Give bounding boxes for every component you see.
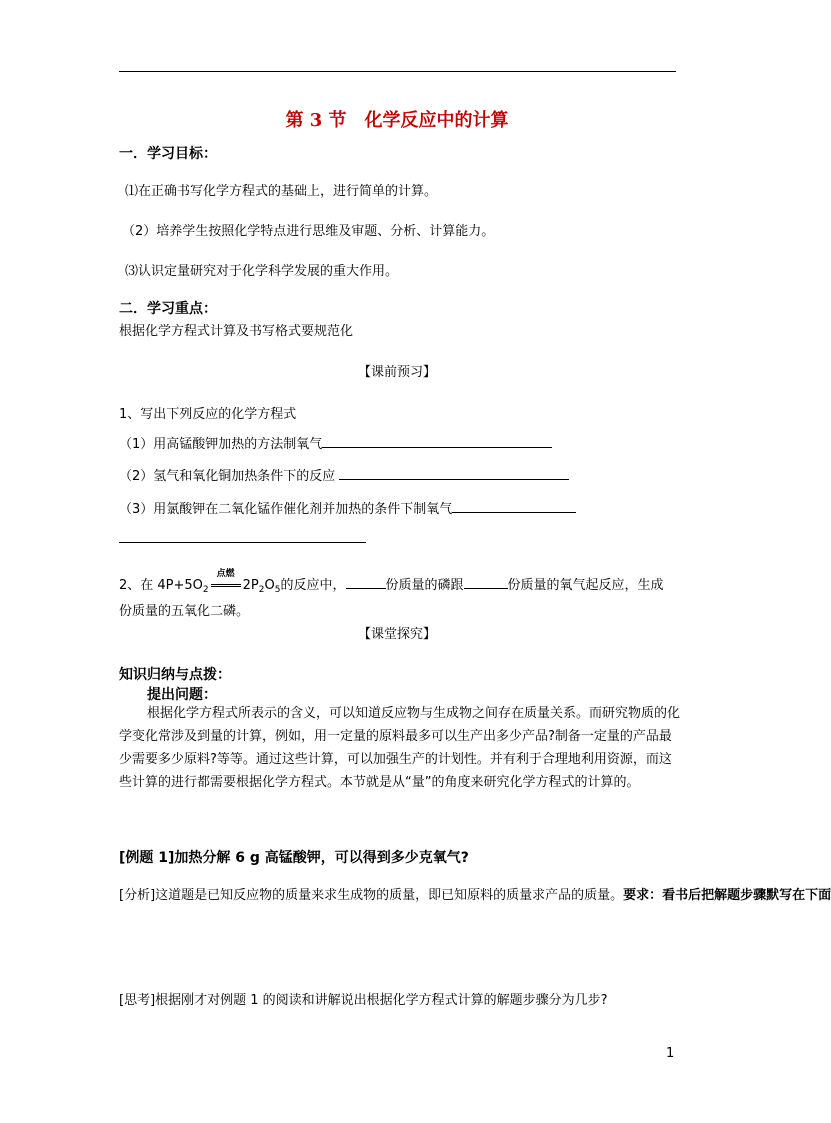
q2-product: 2P — [242, 578, 259, 593]
explore-label: 【课堂探究】 — [357, 627, 436, 642]
preview-q1-item-3 — [119, 498, 576, 517]
q2-prefix: 2、在 4P+5O — [119, 578, 203, 593]
question-heading: 提出问题： — [147, 687, 217, 703]
analysis-text: [分析]这道题是已知反应物的质量来求生成物的质量，即已知原料的质量求产品的质量。 — [119, 888, 624, 903]
preview-q1: 1、写出下列反应的化学方程式 — [119, 407, 297, 422]
o2-subscript: 2 — [202, 585, 209, 595]
q2-text3: 份质量的氧气起反应，生成 — [507, 578, 664, 593]
page-title: 第 3 节 化学反应中的计算 — [285, 110, 509, 131]
intro-paragraph: 根据化学方程式所表示的含义，可以知道反应物与生成物之间存在质量关系。而研究物质的化学变化常涉及到量的计算，例如，用一定量的原料最多可以生产出多少产品?制备一定量的产品最少需要多少原料?等等。通过这些计算，可以加强生产的计划性。并有利于合理地利用资源，而这些计算的进行都需要根据化学方程式。本节就是从“量”的角度来研究化学方程式的计算的。 — [119, 706, 681, 790]
example1-title: [例题 1]加热分解 6 g 高锰酸钾，可以得到多少克氧气? — [119, 850, 469, 866]
answer-blank[interactable] — [452, 499, 576, 513]
think-question: [思考]根据刚才对例题 1 的阅读和讲解说出根据化学方程式计算的解题步骤分为几步? — [119, 993, 608, 1008]
answer-blank[interactable] — [339, 466, 569, 480]
oxygen-mass-blank[interactable] — [464, 575, 508, 589]
knowledge-heading: 知识归纳与点拨： — [119, 667, 231, 683]
section1-heading: 一．学习目标： — [119, 146, 217, 162]
objective-1: ⑴在正确书写化学方程式的基础上，进行简单的计算。 — [125, 184, 438, 199]
section2-heading: 二．学习重点： — [119, 301, 217, 317]
equals-line — [211, 584, 241, 587]
p-subscript: 2 — [258, 585, 265, 595]
preview-q2-line1 — [119, 569, 664, 595]
reaction-condition: 点燃 — [216, 569, 235, 579]
preview-q1-item-2 — [119, 465, 569, 484]
preview-q1-item-1 — [119, 433, 552, 452]
q2-text2: 份质量的磷跟 — [385, 578, 464, 593]
preview-label: 【课前预习】 — [357, 365, 436, 380]
preview-q2-line2: 份质量的五氧化二磷。 — [119, 604, 250, 619]
item-text: （3）用氯酸钾在二氧化锰作催化剂并加热的条件下制氧气 — [119, 502, 453, 517]
section2-body: 根据化学方程式计算及书写格式要规范化 — [119, 324, 354, 339]
phosphorus-mass-blank[interactable] — [346, 575, 386, 589]
answer-blank-continuation[interactable] — [119, 542, 366, 543]
example1-analysis — [119, 884, 831, 908]
o-subscript: 5 — [274, 585, 281, 595]
item-text: （2）氢气和氧化铜加热条件下的反应 — [119, 469, 336, 484]
item-text: （1）用高锰酸钾加热的方法制氧气 — [119, 437, 323, 452]
analysis-requirement: 要求：看书后把解题步骤默写在下面 — [623, 888, 831, 903]
objective-3: ⑶认识定量研究对于化学科学发展的重大作用。 — [125, 264, 399, 279]
answer-blank[interactable] — [322, 434, 552, 448]
o-letter: O — [264, 578, 275, 593]
page-number: 1 — [666, 1046, 675, 1061]
reaction-arrow — [209, 569, 243, 593]
objective-2: （2）培养学生按照化学特点进行思维及审题、分析、计算能力。 — [122, 224, 495, 239]
header-rule — [119, 71, 676, 72]
q2-text1: 的反应中， — [280, 578, 346, 593]
